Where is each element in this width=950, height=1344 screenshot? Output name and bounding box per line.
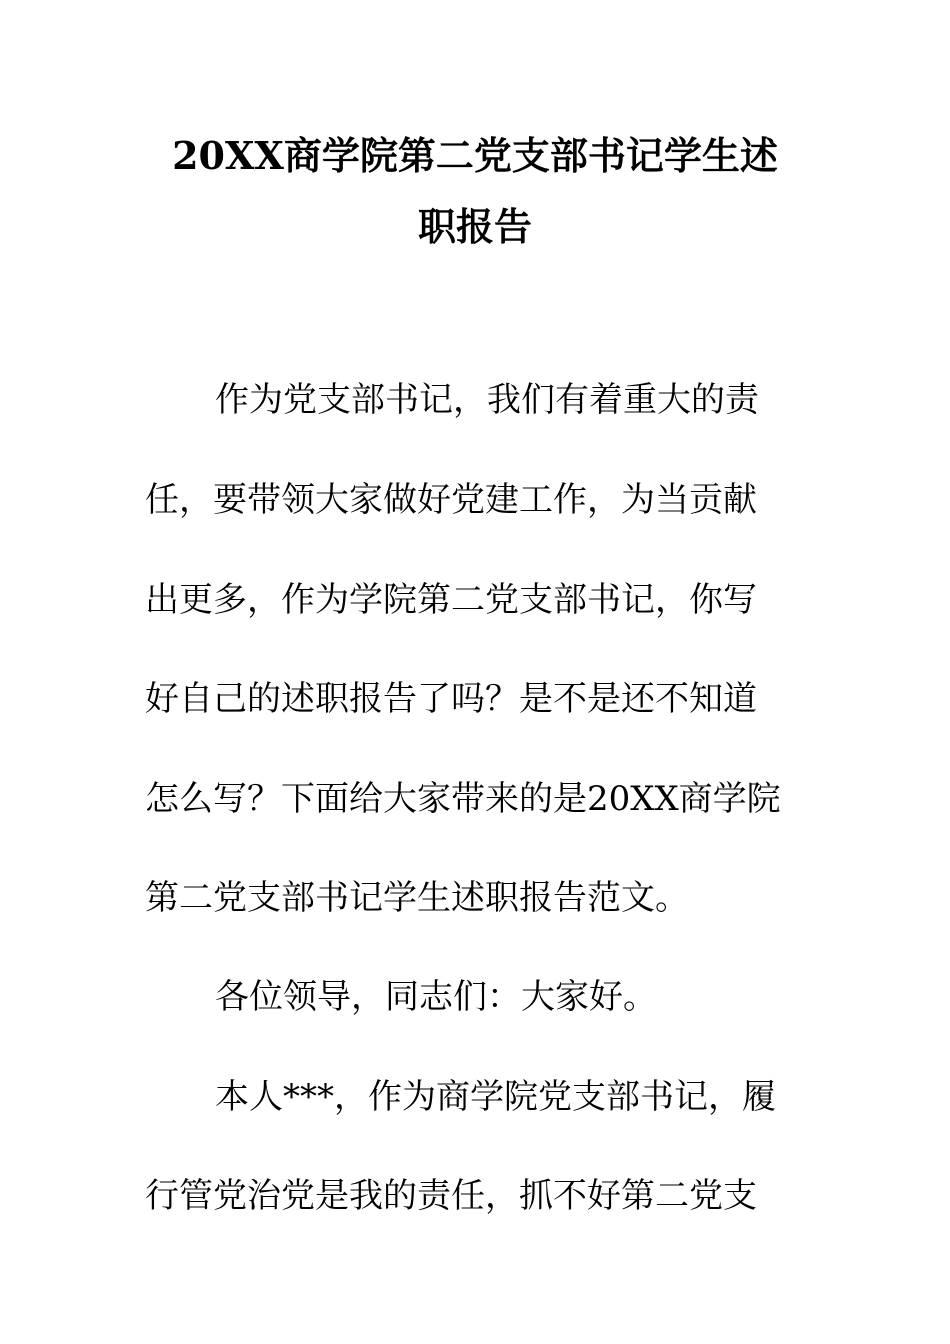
paragraph-line: 第二党支部书记学生述职报告范文。 bbox=[145, 878, 689, 918]
document-title-line-2: 职报告 bbox=[417, 204, 532, 249]
paragraph-line: 出更多，作为学院第二党支部书记，你写 bbox=[145, 580, 757, 620]
paragraph-line: 作为党支部书记，我们有着重大的责 bbox=[215, 380, 759, 420]
paragraph-line: 怎么写？下面给大家带来的是20XX商学院 bbox=[145, 779, 781, 819]
paragraph-line: 好自己的述职报告了吗？是不是还不知道 bbox=[145, 679, 757, 719]
paragraph-line: 任，要带领大家做好党建工作，为当贡献 bbox=[145, 480, 757, 520]
paragraph-line: 行管党治党是我的责任，抓不好第二党支 bbox=[145, 1176, 757, 1216]
paragraph-line: 各位领导，同志们：大家好。 bbox=[215, 977, 657, 1017]
document-title-line-1: 20XX商学院第二党支部书记学生述 bbox=[172, 133, 778, 178]
paragraph-line: 本人***，作为商学院党支部书记，履 bbox=[215, 1077, 776, 1117]
